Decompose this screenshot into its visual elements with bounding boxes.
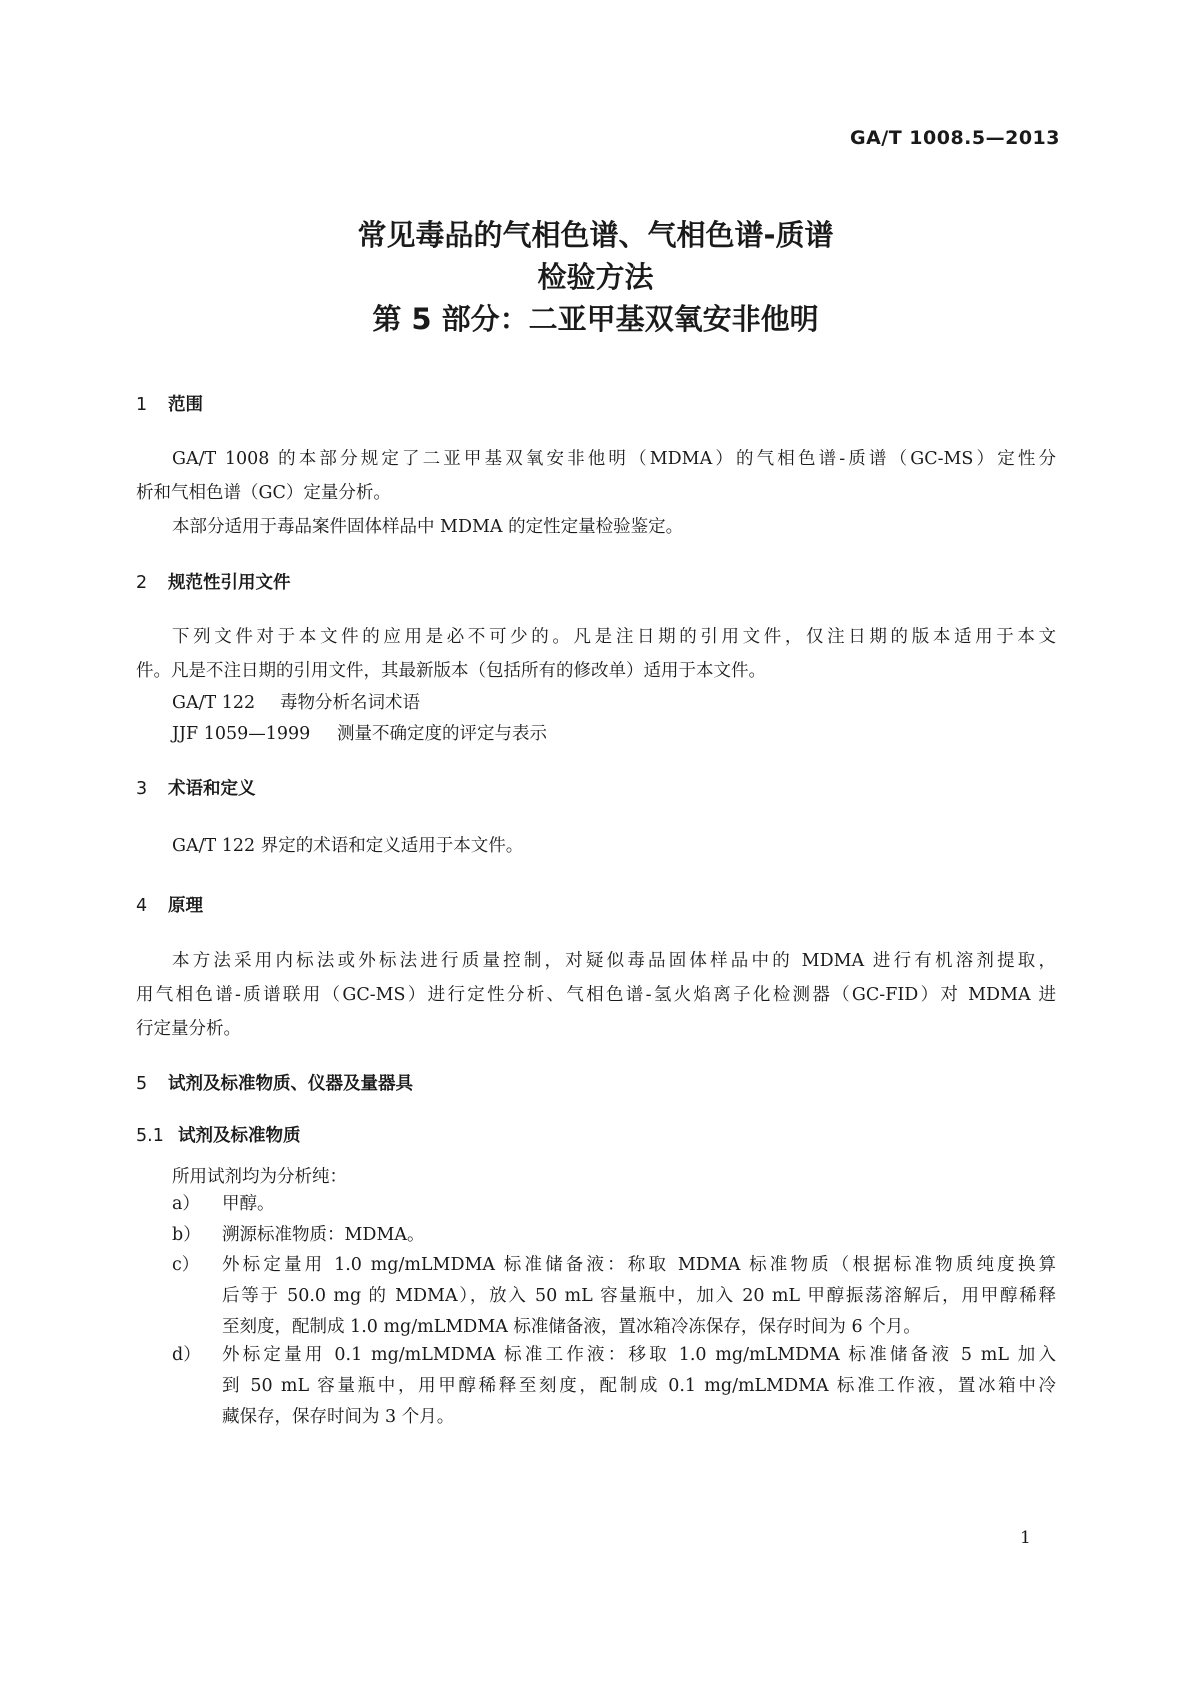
reference-code: GA/T 122: [172, 693, 256, 713]
normative-reference-2: [172, 720, 547, 745]
section-number: 5: [136, 1074, 148, 1094]
section-title: 原理: [168, 896, 203, 916]
section-number: 2: [136, 573, 148, 593]
list-item-c: [172, 1250, 1056, 1343]
list-item-text: 外标定量用 0.1 mg/mLMDMA 标准工作液：移取 1.0 mg/mLMDMA 标准储备液 5 mL 加入: [222, 1345, 1056, 1365]
section-4-heading: [136, 892, 203, 917]
section-5-1-intro: 所用试剂均为分析纯：: [172, 1167, 347, 1187]
list-item-text: 至刻度，配制成 1.0 mg/mLMDMA 标准储备液，置冰箱冷冻保存，保存时间为 6 个月。: [222, 1317, 921, 1337]
section-4-paragraph-1: [136, 944, 1056, 1046]
section-1-heading: [136, 391, 203, 416]
document-title-line-3: 第 5 部分：二亚甲基双氧安非他明: [372, 302, 819, 336]
section-title: 试剂及标准物质、仪器及量器具: [168, 1074, 413, 1094]
list-item-d: [172, 1340, 1056, 1433]
section-5-heading: [136, 1070, 413, 1095]
paragraph-line: 本方法采用内标法或外标法进行质量控制，对疑似毒品固体样品中的 MDMA 进行有机溶剂提取，: [172, 951, 1056, 971]
paragraph-line: 析和气相色谱（GC）定量分析。: [136, 483, 391, 503]
section-3-heading: [136, 775, 256, 800]
paragraph-line: 件。凡是不注日期的引用文件，其最新版本（包括所有的修改单）适用于本文件。: [136, 661, 766, 681]
section-2-paragraph-1: [136, 620, 1056, 688]
section-number: 5.1: [136, 1126, 164, 1146]
paragraph-line: 下列文件对于本文件的应用是必不可少的。凡是注日期的引用文件，仅注日期的版本适用于本文: [172, 627, 1056, 647]
list-label: a）: [172, 1194, 200, 1214]
page-number: 1: [1020, 1528, 1031, 1548]
section-1-paragraph-1: [136, 442, 1056, 510]
section-title: 规范性引用文件: [168, 573, 291, 593]
list-item-text: 溯源标准物质：MDMA。: [222, 1225, 425, 1245]
standard-number: GA/T 1008.5—2013: [849, 127, 1060, 149]
list-item-text: 外标定量用 1.0 mg/mLMDMA 标准储备液：称取 MDMA 标准物质（根据标准物质纯度换算: [222, 1255, 1056, 1275]
section-5-1-heading: [136, 1122, 301, 1147]
list-label: c）: [172, 1255, 200, 1275]
reference-title: 毒物分析名词术语: [280, 693, 420, 713]
document-title-line-1: 常见毒品的气相色谱、气相色谱-质谱: [357, 218, 834, 252]
document-title-line-2: 检验方法: [537, 260, 654, 294]
section-number: 1: [136, 395, 148, 415]
paragraph-line: 用气相色谱-质谱联用（GC-MS）进行定性分析、气相色谱-氢火焰离子化检测器（GC-FID）对 MDMA 进: [136, 985, 1056, 1005]
list-item-a: [172, 1189, 1056, 1220]
list-label: b）: [172, 1225, 201, 1245]
list-item-b: [172, 1220, 1056, 1251]
list-item-text: 藏保存，保存时间为 3 个月。: [222, 1407, 455, 1427]
paragraph-line: GA/T 1008 的本部分规定了二亚甲基双氧安非他明（MDMA）的气相色谱-质谱（GC-MS）定性分: [172, 449, 1056, 469]
section-3-paragraph-1: GA/T 122 界定的术语和定义适用于本文件。: [172, 836, 524, 856]
section-title: 范围: [168, 395, 203, 415]
section-title: 试剂及标准物质: [178, 1126, 301, 1146]
list-item-text: 到 50 mL 容量瓶中，用甲醇稀释至刻度，配制成 0.1 mg/mLMDMA 标准工作液，置冰箱中冷: [222, 1376, 1056, 1396]
paragraph-line: 行定量分析。: [136, 1019, 241, 1039]
list-label: d）: [172, 1345, 201, 1365]
reference-code: JJF 1059—1999: [172, 724, 311, 744]
section-1-paragraph-2: 本部分适用于毒品案件固体样品中 MDMA 的定性定量检验鉴定。: [172, 517, 684, 537]
section-title: 术语和定义: [168, 779, 256, 799]
list-item-text: 甲醇。: [222, 1194, 275, 1214]
section-2-heading: [136, 569, 291, 594]
section-number: 4: [136, 896, 148, 916]
normative-reference-1: [172, 689, 420, 714]
section-number: 3: [136, 779, 148, 799]
reference-title: 测量不确定度的评定与表示: [337, 724, 547, 744]
list-item-text: 后等于 50.0 mg 的 MDMA），放入 50 mL 容量瓶中，加入 20 mL 甲醇振荡溶解后，用甲醇稀释: [222, 1286, 1056, 1306]
